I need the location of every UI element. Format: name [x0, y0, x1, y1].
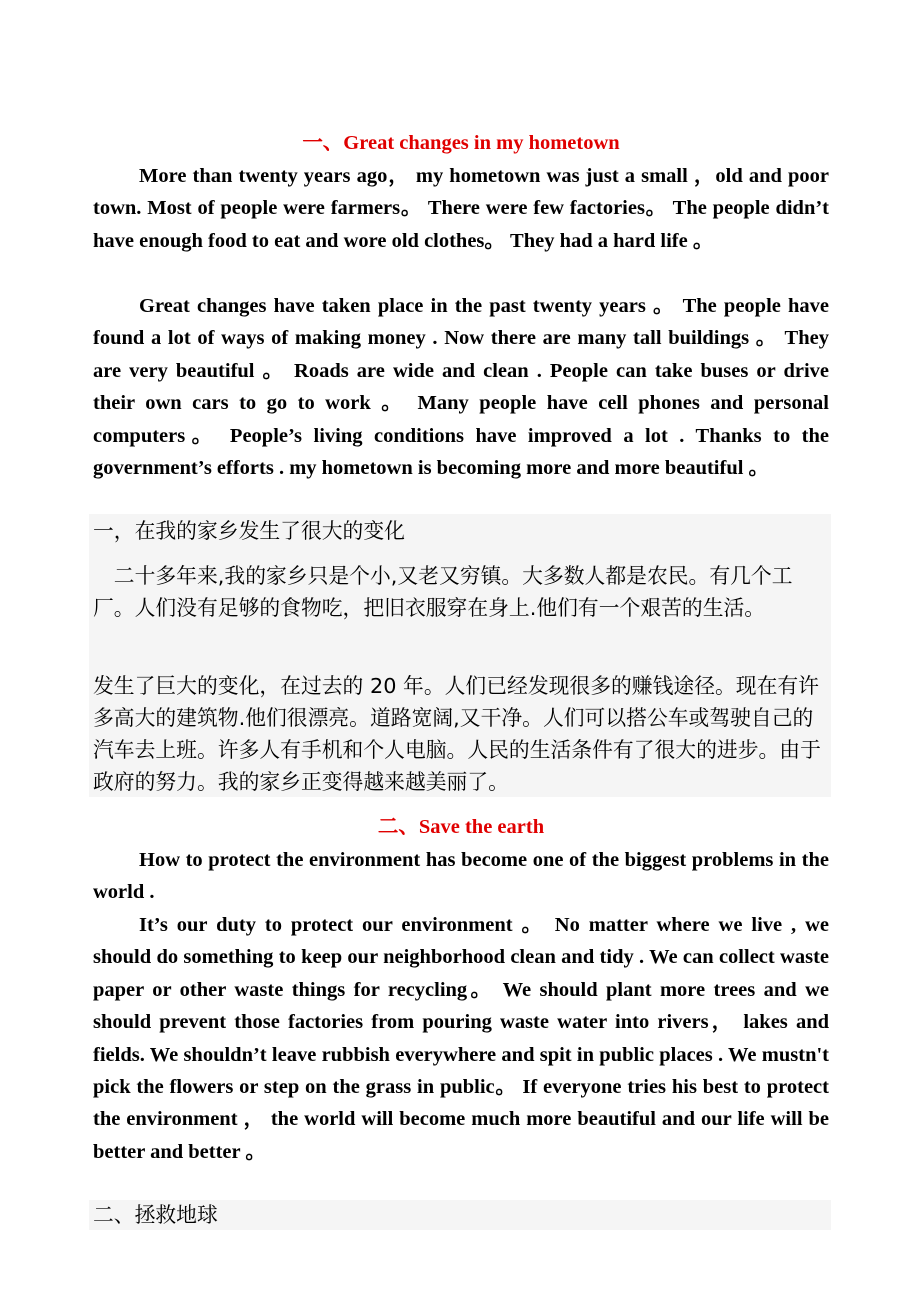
section2-paragraph-1: How to protect the environment has become one of the biggest problems in the world .: [93, 849, 835, 904]
section1-paragraph-2: Great changes have taken place in the past twenty years 。 The people have found a lot of ways of making money . Now there are many tall buildings 。 They are very beautiful 。 Roads are wide and clean . People can take buses or drive their own cars to go to work 。 Many people have cell phones and personal computers。 People’s living conditions have improved a lot . Thanks to the government’s efforts . my hometown is becoming more and more beautiful 。: [93, 295, 835, 480]
section1-title: 一、Great changes in my hometown: [302, 132, 620, 154]
section1-paragraph-1: More than twenty years ago， my hometown was just a small ，old and poor town. Most of people were farmers。 There were few factories。 The people didn’t have enough food to eat and wore old clothes。 They had a hard life 。: [93, 165, 835, 252]
section1-chinese-paragraph-1: 二十多年来,我的家乡只是个小,又老又穷镇。大多数人都是农民。有几个工厂。人们没有足够的食物吃，把旧衣服穿在身上.他们有一个艰苦的生活。: [93, 564, 793, 620]
section1-chinese-title: 一，在我的家乡发生了很大的变化: [93, 519, 405, 543]
section2-title: 二、Save the earth: [377, 816, 545, 838]
section2-chinese-title: 二、拯救地球: [93, 1203, 218, 1227]
section1-chinese-paragraph-2: 发生了巨大的变化，在过去的 20 年。人们已经发现很多的赚钱途径。现在有许多高大的建筑物.他们很漂亮。道路宽阔,又干净。人们可以搭公车或驾驶自己的汽车去上班。许多人有手机和个人电脑。人民的生活条件有了很大的进步。由于政府的努力。我的家乡正变得越来越美丽了。: [93, 674, 821, 794]
section2-paragraph-2: It’s our duty to protect our environment 。 No matter where we live , we should do something to keep our neighborhood clean and tidy . We can collect waste paper or other waste things for recycling。 We should plant more trees and we should prevent those factories from pouring waste water into rivers， lakes and fields. We shouldn’t leave rubbish everywhere and spit in public places . We mustn't pick the flowers or step on the grass in public。 If everyone tries his best to protect the environment ， the world will become much more beautiful and our life will be better and better 。: [93, 914, 835, 1163]
